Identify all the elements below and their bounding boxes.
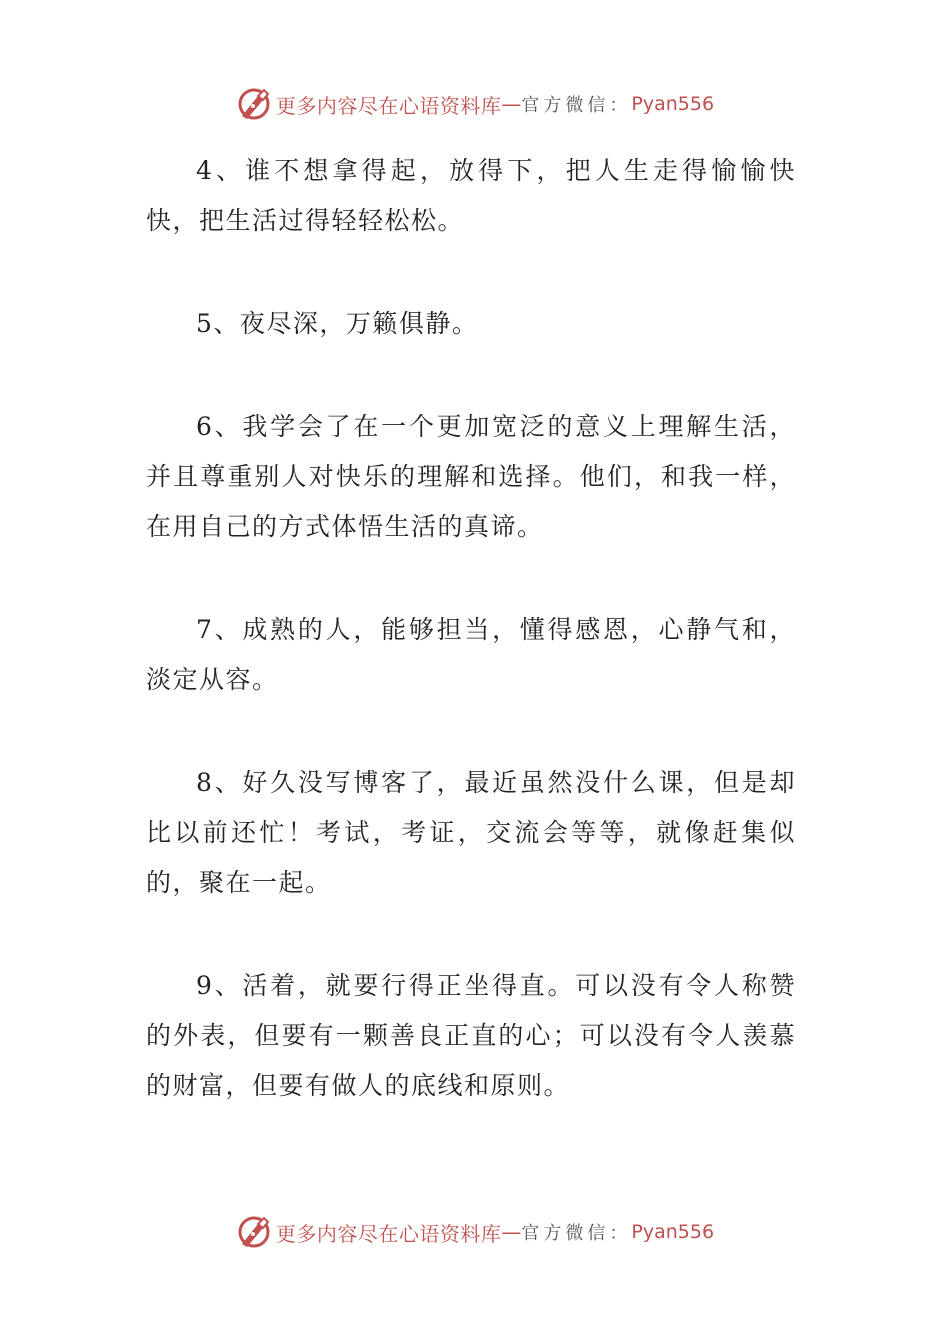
- footer-banner-inner: [236, 1214, 714, 1250]
- footer-site-text: 更多内容尽在心语资料库: [275, 1221, 502, 1246]
- header-banner: [0, 84, 950, 124]
- footer-wechat-id: Pyan556: [631, 1221, 715, 1243]
- header-wechat-id: Pyan556: [631, 93, 715, 115]
- paragraph-7: 7、成熟的人，能够担当，懂得感恩，心静气和，淡定从容。: [146, 615, 796, 694]
- pen-nib-logo-icon: [236, 1214, 272, 1250]
- header-site-text: 更多内容尽在心语资料库: [275, 93, 502, 118]
- header-wechat-label: 官方微信：: [521, 95, 632, 116]
- footer-banner: [0, 1212, 950, 1252]
- footer-separator: —: [501, 1220, 522, 1244]
- footer-wechat-label: 官方微信：: [521, 1223, 632, 1244]
- header-separator: —: [501, 92, 522, 116]
- paragraph-8: 8、好久没写博客了，最近虽然没什么课，但是却比以前还忙！考试，考证，交流会等等，就像赶集似的，聚在一起。: [146, 768, 796, 897]
- pen-nib-logo-icon: [236, 86, 272, 122]
- paragraph-9: 9、活着，就要行得正坐得直。可以没有令人称赞的外表，但要有一颗善良正直的心；可以没有令人羡慕的财富，但要有做人的底线和原则。: [146, 971, 796, 1100]
- document-body: [146, 146, 796, 1164]
- paragraph-5: 5、夜尽深，万籁俱静。: [196, 309, 479, 338]
- header-banner-inner: [236, 86, 714, 122]
- paragraph-6: 6、我学会了在一个更加宽泛的意义上理解生活，并且尊重别人对快乐的理解和选择。他们，和我一样，在用自己的方式体悟生活的真谛。: [146, 412, 796, 541]
- paragraph-4: 4、谁不想拿得起，放得下，把人生走得愉愉快快，把生活过得轻轻松松。: [146, 156, 796, 235]
